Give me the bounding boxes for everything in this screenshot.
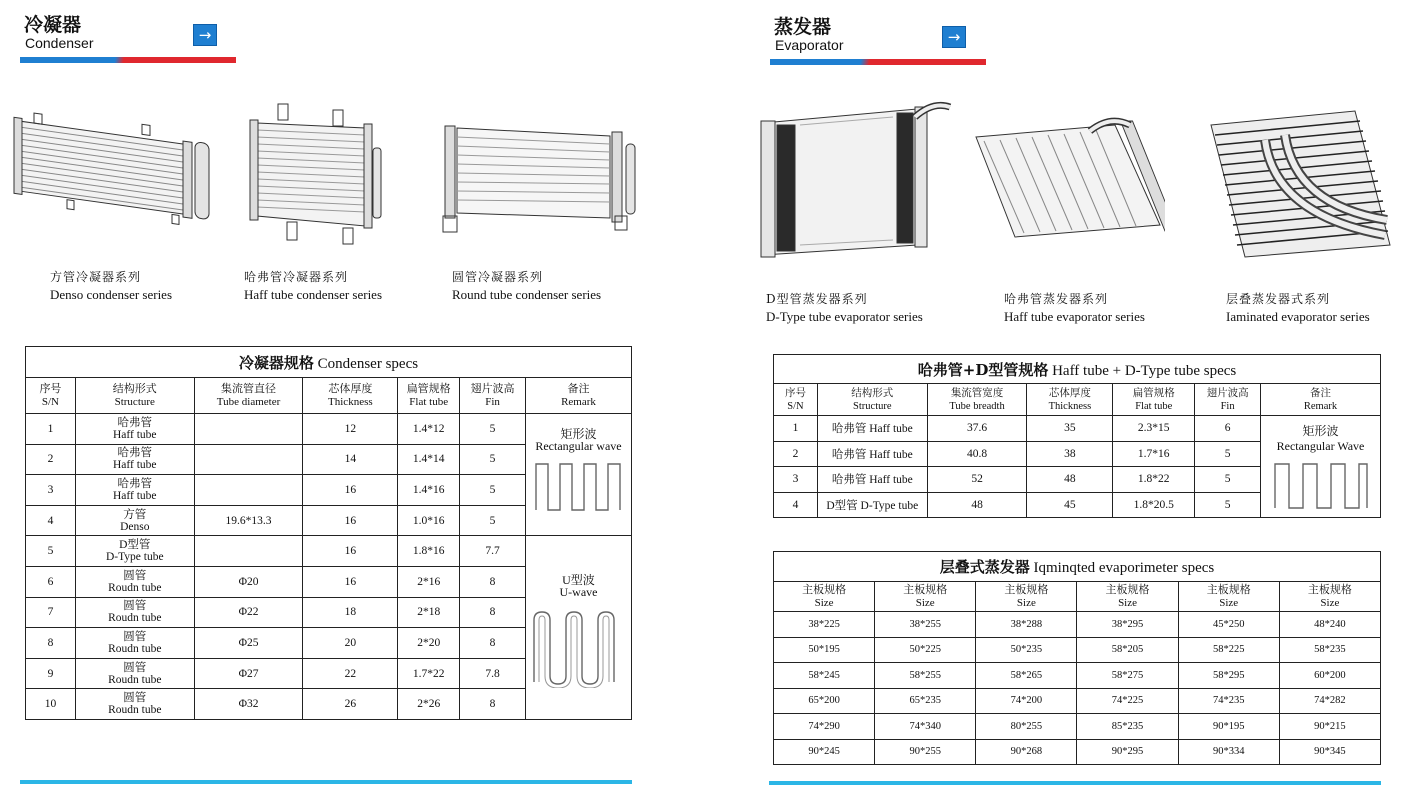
- series-caption-haff: [244, 268, 382, 304]
- table-row: 1 哈弗管 Haff tube 37.6 35 2.3*15 6 矩形波 Rectangular Wave: [774, 416, 1381, 442]
- footer-rule-right: [769, 781, 1381, 785]
- header-structure: 结构形式 Structure: [817, 384, 927, 416]
- d-type-evaporator-illustration: [755, 95, 960, 265]
- table-title-en: Haff tube + D-Type tube specs: [1052, 362, 1237, 379]
- header-flat-tube: 扁管规格 Flat tube: [398, 378, 460, 414]
- round-tube-condenser-illustration: [435, 118, 645, 243]
- table-title-cn: 层叠式蒸发器: [939, 558, 1030, 576]
- evaporator-title-cn: 蒸发器: [774, 16, 832, 38]
- haff-tube-condenser-illustration: [245, 98, 390, 248]
- condenser-title-cn: 冷凝器: [24, 14, 82, 36]
- series-caption-en: D-Type tube evaporator series: [766, 309, 923, 324]
- condenser-specs-title: [26, 347, 632, 378]
- header-size: 主板规格 Size: [1178, 582, 1279, 612]
- header-structure: 结构形式 Structure: [75, 378, 194, 414]
- footer-rule-left: [20, 780, 632, 784]
- table-row: 65*200 65*235 74*200 74*225 74*235 74*282: [774, 688, 1381, 714]
- table-header-row: [774, 582, 1381, 612]
- u-wave-icon: [530, 608, 626, 688]
- table-title-cn: 冷凝器规格: [238, 353, 314, 372]
- evaporator-title-en: Evaporator: [775, 37, 844, 53]
- arrow-right-icon: →: [193, 24, 217, 46]
- header-sn: 序号 S/N: [774, 384, 818, 416]
- series-caption-en: Iaminated evaporator series: [1226, 309, 1370, 324]
- header-tube-diameter: 集流管直径 Tube diameter: [194, 378, 303, 414]
- series-caption-cn: 方管冷凝器系列: [50, 270, 142, 284]
- rectangular-wave-icon: [532, 460, 624, 516]
- table-row: 2 哈弗管 Haff tube 14 1.4*14 5: [26, 444, 632, 475]
- condenser-specs-table: [25, 346, 632, 720]
- table-title-en: Condenser specs: [317, 355, 419, 372]
- table-row: 7 圆管 Roudn tube Φ22 18 2*18 8: [26, 597, 632, 628]
- table-row: 3 哈弗管 Haff tube 16 1.4*16 5: [26, 475, 632, 506]
- table-row: 10 圆管 Roudn tube Φ32 26 2*26 8: [26, 689, 632, 720]
- table-row: 4 D型管 D-Type tube 48 45 1.8*20.5 5: [774, 492, 1381, 518]
- series-caption-en: Round tube condenser series: [452, 287, 602, 302]
- series-caption-en: Haff tube condenser series: [244, 287, 383, 302]
- table-header-row: [26, 378, 632, 414]
- table-row: 50*195 50*225 50*235 58*205 58*225 58*235: [774, 637, 1381, 663]
- table-row: 6 圆管 Roudn tube Φ20 16 2*16 8: [26, 566, 632, 597]
- remark-u-wave: U型波 U-wave: [525, 536, 631, 720]
- series-caption-cn: D型管蒸发器系列: [766, 292, 868, 306]
- series-caption-en: Denso condenser series: [50, 287, 173, 302]
- series-caption-cn: 哈弗管冷凝器系列: [244, 270, 349, 284]
- series-caption-haff-evap: [1004, 290, 1145, 326]
- header-tube-breadth: 集流管宽度 Tube breadth: [927, 384, 1027, 416]
- table-row: 5 D型管 D-Type tube 16 1.8*16 7.7 U型波 U-wave: [26, 536, 632, 567]
- haff-d-type-specs-title: [774, 355, 1381, 384]
- remark-rectangular-wave: 矩形波 Rectangular wave: [525, 414, 631, 536]
- table-row: 3 哈弗管 Haff tube 52 48 1.8*22 5: [774, 467, 1381, 493]
- series-caption-round: [452, 268, 601, 304]
- laminated-specs-title: [774, 552, 1381, 582]
- table-row: 74*290 74*340 80*255 85*235 90*195 90*215: [774, 714, 1381, 740]
- header-thickness: 芯体厚度 Thickness: [1027, 384, 1113, 416]
- header-remark: 备注 Remark: [525, 378, 631, 414]
- table-row: 58*245 58*255 58*265 58*275 58*295 60*200: [774, 663, 1381, 689]
- header-fin: 翅片波高 Fin: [1195, 384, 1261, 416]
- haff-tube-evaporator-illustration: [970, 95, 1165, 250]
- evaporator-header-bar: [770, 59, 986, 65]
- header-size: 主板规格 Size: [1279, 582, 1380, 612]
- table-row: 2 哈弗管 Haff tube 40.8 38 1.7*16 5: [774, 441, 1381, 467]
- table-header-row: [774, 384, 1381, 416]
- series-caption-cn: 圆管冷凝器系列: [452, 270, 544, 284]
- table-row: 4 方管 Denso 19.6*13.3 16 1.0*16 5: [26, 505, 632, 536]
- remark-rectangular-wave: 矩形波 Rectangular Wave: [1261, 416, 1381, 518]
- header-fin: 翅片波高 Fin: [460, 378, 526, 414]
- header-size: 主板规格 Size: [1077, 582, 1178, 612]
- laminated-evaporator-illustration: [1205, 95, 1395, 260]
- header-thickness: 芯体厚度 Thickness: [303, 378, 398, 414]
- header-size: 主板规格 Size: [875, 582, 976, 612]
- header-size: 主板规格 Size: [976, 582, 1077, 612]
- table-title-en: Iqminqted evaporimeter specs: [1033, 560, 1215, 576]
- table-row: 90*245 90*255 90*268 90*295 90*334 90*345: [774, 739, 1381, 765]
- series-caption-en: Haff tube evaporator series: [1004, 309, 1145, 324]
- rectangular-wave-icon: [1271, 458, 1371, 514]
- table-title-cn: 哈弗管+D型管规格: [917, 360, 1049, 379]
- haff-d-type-specs-table: [773, 354, 1381, 518]
- table-row: 38*225 38*255 38*288 38*295 45*250 48*240: [774, 612, 1381, 638]
- series-caption-cn: 哈弗管蒸发器系列: [1004, 292, 1109, 306]
- header-sn: 序号 S/N: [26, 378, 76, 414]
- denso-condenser-illustration: [12, 112, 227, 227]
- series-caption-laminated: [1226, 290, 1370, 326]
- header-remark: 备注 Remark: [1261, 384, 1381, 416]
- header-size: 主板规格 Size: [774, 582, 875, 612]
- table-row: 9 圆管 Roudn tube Φ27 22 1.7*22 7.8: [26, 658, 632, 689]
- condenser-header-bar: [20, 57, 236, 63]
- arrow-right-icon: →: [942, 26, 966, 48]
- table-row: 1 哈弗管 Haff tube 12 1.4*12 5 矩形波 Rectangular wave: [26, 414, 632, 445]
- header-flat-tube: 扁管规格 Flat tube: [1113, 384, 1195, 416]
- laminated-evaporator-specs-table: [773, 551, 1381, 765]
- series-caption-denso: [50, 268, 172, 304]
- condenser-title-en: Condenser: [25, 35, 94, 51]
- table-row: 8 圆管 Roudn tube Φ25 20 2*20 8: [26, 628, 632, 659]
- series-caption-cn: 层叠蒸发器式系列: [1226, 292, 1331, 306]
- series-caption-d-type: [766, 290, 923, 326]
